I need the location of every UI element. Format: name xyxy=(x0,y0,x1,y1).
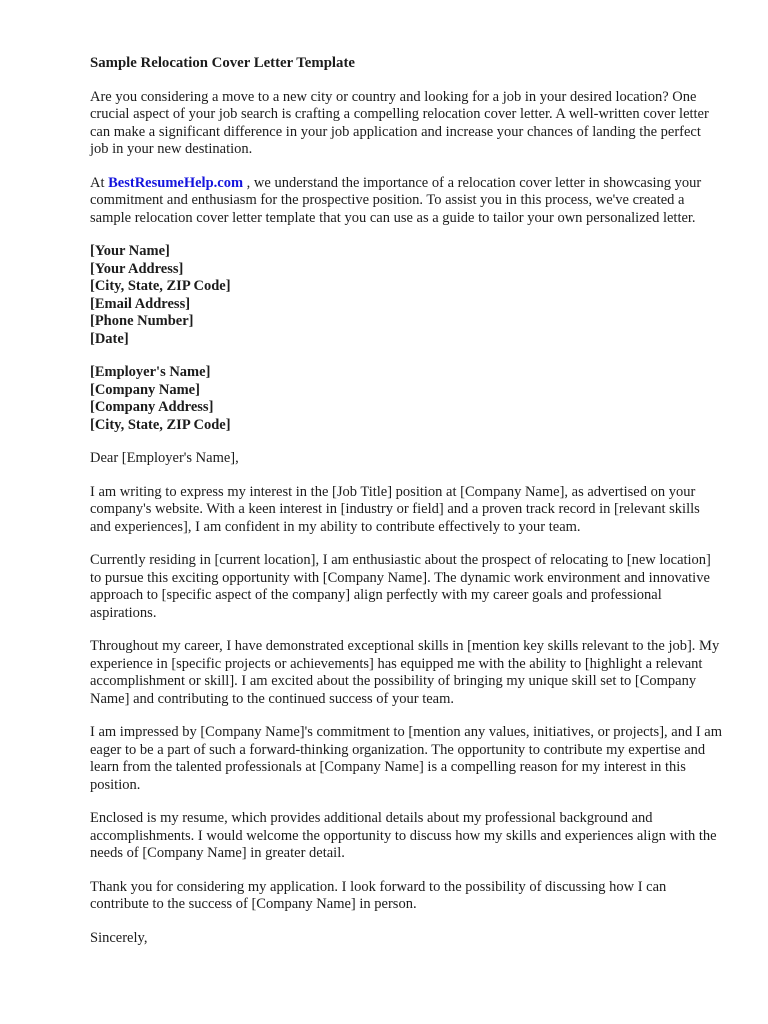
bestresumehelp-link[interactable]: BestResumeHelp.com xyxy=(108,174,244,191)
sender-address-line: [Your Address] xyxy=(90,260,184,277)
recipient-employer-name-line: [Employer's Name] xyxy=(90,364,211,380)
brand-text-after: , we understand the importance of a relocation cover letter in showcasing your commitment and enthusiasm for the prospective position. To assist you in this process, we've created a sample relocation cover letter template that you can use as a guide to tailor your own personalized letter. xyxy=(90,174,702,226)
intro-paragraph: Are you considering a move to a new city or country and looking for a job in your desired location? One crucial aspect of your job search is crafting a compelling relocation cover letter. A well-written cover letter can make a significant difference in your job application and increase your chances of landing the perfect job in your new destination. xyxy=(90,88,709,157)
letter-content xyxy=(90,55,722,947)
sender-phone-line: [Phone Number] xyxy=(90,313,194,329)
body-paragraph-impressed: I am impressed by [Company Name]'s commitment to [mention any values, initiatives, or projects], and I am eager to be a part of such a forward-thinking organization. The opportunity to contribute my expertise and learn from the talented professionals at [Company Name] is a compelling reason for my interest in this position. xyxy=(90,724,723,793)
brand-text-before: At xyxy=(90,174,109,191)
sender-city-state-zip-line: [City, State, ZIP Code] xyxy=(90,278,231,294)
body-paragraph-resume: Enclosed is my resume, which provides additional details about my professional background and accomplishments. I would welcome the opportunity to discuss how my skills and experiences align with the needs of [Company Name] in greater detail. xyxy=(90,810,717,861)
sender-email-line: [Email Address] xyxy=(90,295,191,312)
salutation-line: Dear [Employer's Name], xyxy=(90,450,239,466)
closing-line: Sincerely, xyxy=(90,929,148,946)
sender-info-block xyxy=(90,243,722,348)
recipient-company-name-line: [Company Name] xyxy=(90,381,200,398)
sender-date-line: [Date] xyxy=(90,330,129,347)
sender-name-line: [Your Name] xyxy=(90,243,170,259)
brand-paragraph xyxy=(90,175,722,228)
body-paragraph-thankyou: Thank you for considering my application. I look forward to the possibility of discussing how I can contribute to the success of [Company Name] in person. xyxy=(90,878,667,912)
body-paragraph-interest: I am writing to express my interest in the [Job Title] position at [Company Name], as advertised on your company's website. With a keen interest in [industry or field] and a proven track record in [relevant skills and experiences], I am confident in my ability to contribute effectively to your team. xyxy=(90,483,700,535)
document-title: Sample Relocation Cover Letter Template xyxy=(90,55,355,71)
body-paragraph-skills: Throughout my career, I have demonstrated exceptional skills in [mention key skills relevant to the job]. My experience in [specific projects or achievements] has equipped me with the ability to [highlight a relevant accomplishment or skill]. I am excited about the possibility of bringing my unique skill set to [Company Name] and contributing to the continued success of your team. xyxy=(90,638,720,707)
recipient-info-block xyxy=(90,364,722,434)
recipient-company-address-line: [Company Address] xyxy=(90,399,214,415)
body-paragraph-relocation: Currently residing in [current location], I am enthusiastic about the prospect of relocating to [new location] to pursue this exciting opportunity with [Company Name]. The dynamic work environment and innovative approach to [specific aspect of the company] align perfectly with my career goals and professional aspirations. xyxy=(90,552,711,621)
recipient-city-state-zip-line: [City, State, ZIP Code] xyxy=(90,416,231,433)
